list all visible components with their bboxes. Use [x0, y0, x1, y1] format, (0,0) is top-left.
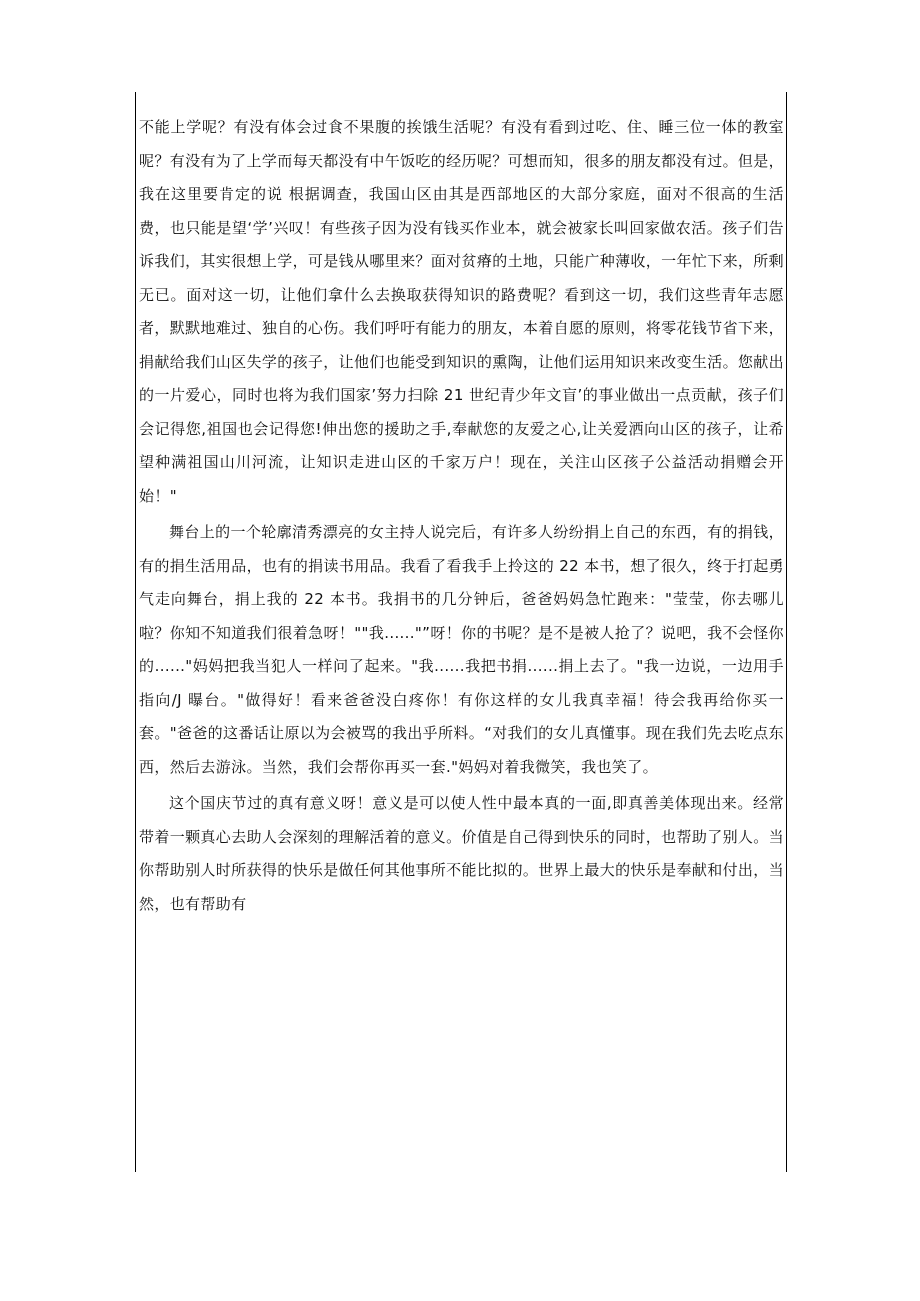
document-body [139, 111, 784, 924]
paragraph-appeal: 不能上学呢？有没有体会过食不果腹的挨饿生活呢？有没有看到过吃、住、睡三位一体的教室呢？有没有为了上学而每天都没有中午饭吃的经历呢？可想而知，很多的朋友都没有过。但是，我在这里要肯定的说 根据调查，我国山区由其是西部地区的大部分家庭，面对不很高的生活费，也只能是望‘学’兴叹！有些孩子因为没有钱买作业本，就会被家长叫回家做农活。孩子们告诉我们，其实很想上学，可是钱从哪里来？面对贫瘠的土地，只能广种薄收，一年忙下来，所剩无已。面对这一切，让他们拿什么去换取获得知识的路费呢？看到这一切，我们这些青年志愿者，默默地难过、独自的心伤。我们呼吁有能力的朋友，本着自愿的原则，将零花钱节省下来，捐献给我们山区失学的孩子，让他们也能受到知识的熏陶，让他们运用知识来改变生活。您献出的一片爱心，同时也将为我们国家’努力扫除 21 世纪青少年文盲’的事业做出一点贡献，孩子们会记得您,祖国也会记得您!伸出您的援助之手,奉献您的友爱之心,让关爱洒向山区的孩子，让希望种满祖国山川河流，让知识走进山区的千家万户！现在，关注山区孩子公益活动捐赠会开始！" [139, 118, 784, 505]
paragraph-reflection: 这个国庆节过的真有意义呀！意义是可以使人性中最本真的一面,即真善美体现出来。经常带着一颗真心去助人会深刻的理解活着的意义。价值是自己得到快乐的同时，也帮助了别人。当你帮助别人时所获得的快乐是做任何其他事所不能比拟的。世界上最大的快乐是奉献和付出，当然，也有帮助有 [139, 794, 784, 913]
paragraph-donation-story: 舞台上的一个轮廓清秀漂亮的女主持人说完后，有许多人纷纷捐上自己的东西，有的捐钱，有的捐生活用品，也有的捐读书用品。我看了看我手上拎这的 22 本书，想了很久，终于打起勇气走向舞台，捐上我的 22 本书。我捐书的几分钟后，爸爸妈妈急忙跑来："莹莹，你去哪儿啦？你知不知道我们很着急呀！""我......"”呀！你的书呢？是不是被人抢了？说吧，我不会怪你的......"妈妈把我当犯人一样问了起来。"我......我把书捐......捐上去了。"我一边说，一边用手指向/J 曝台。"做得好！看来爸爸没白疼你！有你这样的女儿我真幸福！待会我再给你买一套。"爸爸的这番话让原以为会被骂的我出乎所料。“对我们的女儿真懂事。现在我们先去吃点东西，然后去游泳。当然，我们会帮你再买一套."妈妈对着我微笑，我也笑了。 [139, 523, 784, 776]
